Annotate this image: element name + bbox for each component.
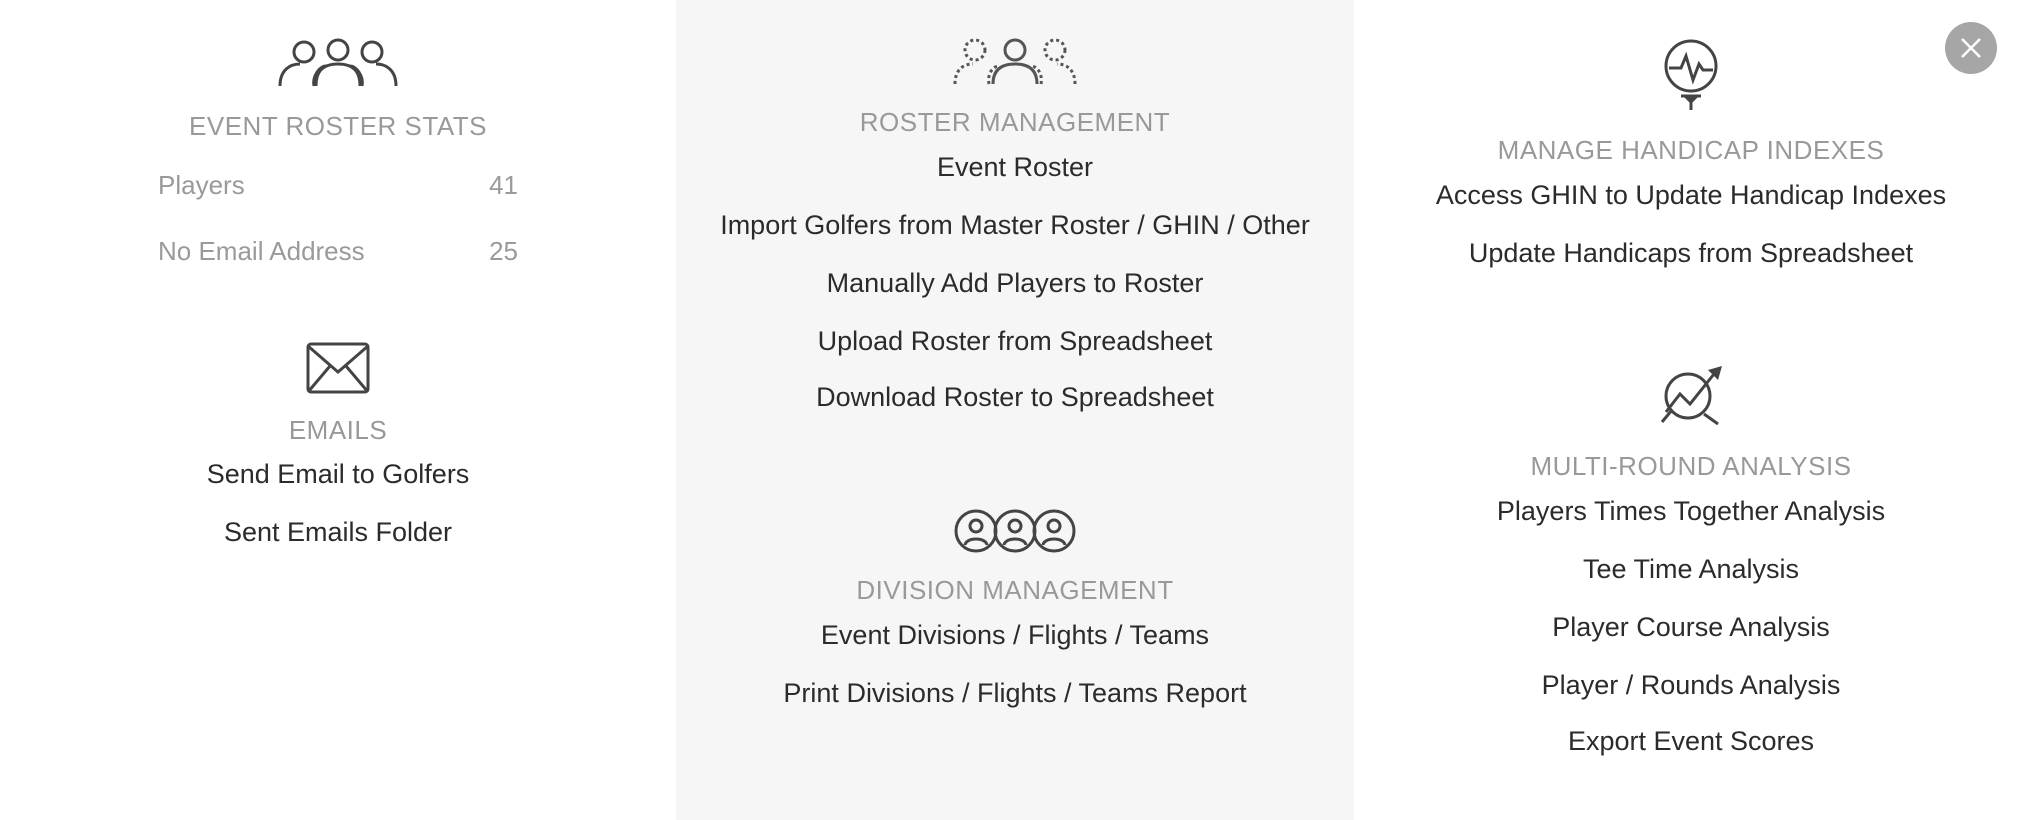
stat-value: 25: [489, 236, 518, 266]
export-event-scores-link[interactable]: Export Event Scores: [1567, 726, 1815, 756]
group-icon: [276, 36, 400, 88]
analysis-icon: [1658, 364, 1724, 426]
stat-row-no-email: [158, 235, 518, 267]
division-management-title: DIVISION MANAGEMENT: [856, 575, 1174, 605]
send-email-link[interactable]: Send Email to Golfers: [206, 459, 470, 489]
close-button[interactable]: [1945, 22, 1997, 74]
stat-value: 41: [489, 170, 518, 200]
event-roster-link[interactable]: Event Roster: [936, 152, 1094, 182]
column-roster-stats: [0, 0, 676, 820]
handicap-section: [1354, 38, 2028, 270]
update-handicaps-link[interactable]: Update Handicaps from Spreadsheet: [1468, 238, 1914, 268]
stat-label: Players: [158, 170, 245, 200]
tee-time-analysis-link[interactable]: Tee Time Analysis: [1582, 554, 1800, 584]
column-roster-management: [676, 0, 1354, 820]
emails-title: EMAILS: [288, 415, 388, 445]
roster-management-section: [676, 36, 1354, 414]
players-times-together-link[interactable]: Players Times Together Analysis: [1496, 496, 1886, 526]
upload-roster-link[interactable]: Upload Roster from Spreadsheet: [817, 326, 1213, 356]
envelope-icon: [306, 342, 370, 394]
download-roster-link[interactable]: Download Roster to Spreadsheet: [816, 382, 1214, 412]
roster-management-title: ROSTER MANAGEMENT: [859, 107, 1171, 137]
import-golfers-link[interactable]: Import Golfers from Master Roster / GHIN / Other: [720, 210, 1310, 240]
manually-add-players-link[interactable]: Manually Add Players to Roster: [826, 268, 1204, 298]
handicap-title: MANAGE HANDICAP INDEXES: [1497, 135, 1885, 165]
circled-users-icon: [954, 508, 1076, 554]
sent-emails-folder-link[interactable]: Sent Emails Folder: [223, 517, 453, 547]
multi-round-section: [1354, 364, 2028, 758]
stat-row-players: [158, 169, 518, 201]
close-icon: [1959, 36, 1983, 60]
column-handicap-analysis: [1354, 0, 2028, 820]
stat-label: No Email Address: [158, 236, 365, 266]
access-ghin-link[interactable]: Access GHIN to Update Handicap Indexes: [1435, 180, 1947, 210]
roster-stats-title: EVENT ROSTER STATS: [189, 111, 487, 141]
pulse-pin-icon: [1663, 38, 1719, 112]
group-dashed-icon: [953, 36, 1077, 86]
multi-round-title: MULTI-ROUND ANALYSIS: [1530, 451, 1852, 481]
player-rounds-analysis-link[interactable]: Player / Rounds Analysis: [1541, 670, 1841, 700]
event-divisions-link[interactable]: Event Divisions / Flights / Teams: [820, 620, 1210, 650]
roster-stats-section: [0, 36, 676, 142]
division-management-section: [676, 508, 1354, 710]
print-divisions-report-link[interactable]: Print Divisions / Flights / Teams Report: [783, 678, 1247, 708]
emails-section: [0, 342, 676, 549]
player-course-analysis-link[interactable]: Player Course Analysis: [1552, 612, 1830, 642]
